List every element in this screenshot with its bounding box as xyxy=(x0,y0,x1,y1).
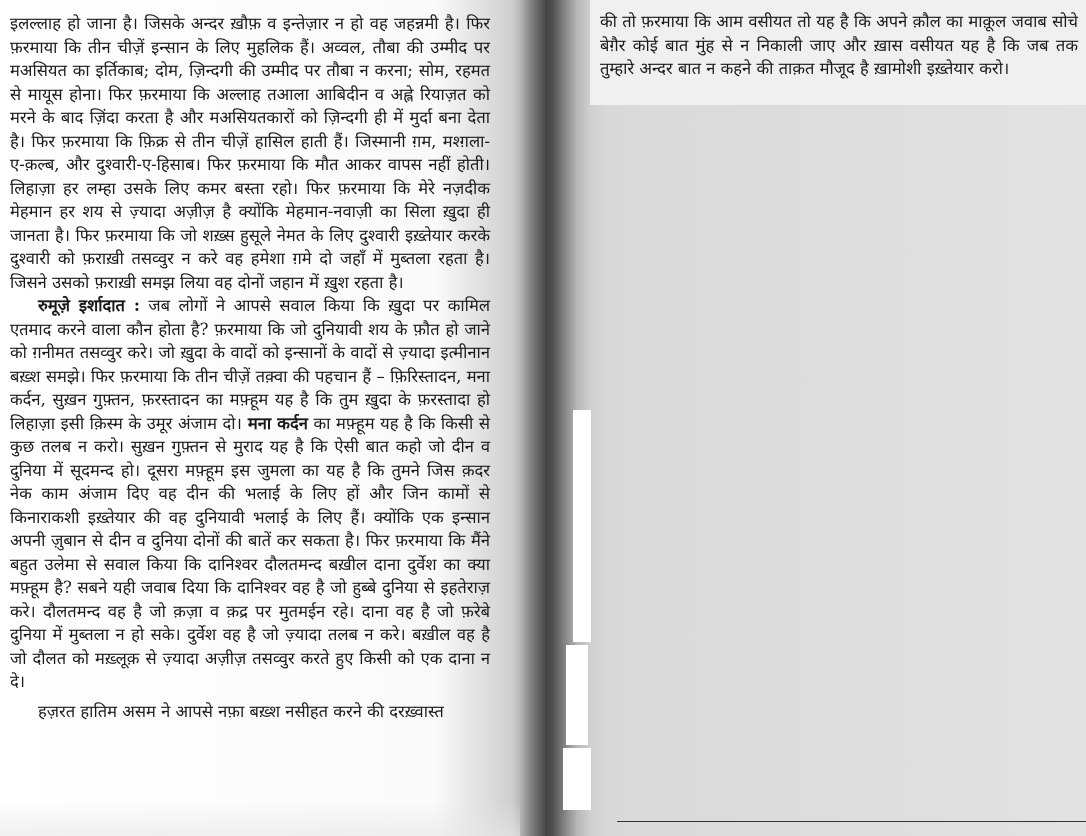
paragraph-2 xyxy=(10,294,490,694)
paper-patch xyxy=(563,748,591,810)
paragraph-1: की तो फ़रमाया कि आम वसीयत तो यह है कि अपने क़ौल का माक़ूल जवाब सोचे बेग़ैर कोई बात मुंह से न निकाली जाए और ख़ास वसीयत यह है कि जब तक तुम्हारे अन्दर बात न कहने की ताक़त मौजूद है ख़ामोशी इख़्तेयार करो। xyxy=(600,12,1078,78)
paragraph-2-text-a: जब लोगों ने आपसे सवाल किया कि ख़ुदा पर कामिल एतमाद करने वाला कौन होता है? फ़रमाया कि जो दुनियावी शय के फ़ौत हो जाने को ग़नीमत तसव्वुर करे। जो ख़ुदा के वादों को इन्सानों के वादों से ज़्यादा इत्मीनान बख़्श समझे। फिर फ़रमाया कि तीन चीज़ें तक़्वा की पहचान हैं – फ़िरिस्तादन, मना कर्दन, सुख़न गुफ़्तन, फ़रस्तादन का मफ़्हूम यह है कि तुम ख़ुदा के फ़रस्तादा हो लिहाज़ा इसी क़िस्म के उमूर अंजाम दो। xyxy=(10,296,491,433)
paper-patch xyxy=(566,645,588,745)
paragraph-2-text-b: का मफ़्हूम यह है कि किसी से कुछ तलब न करो। सुख़न गुफ़्तन से मुराद यह है कि ऐसी बात कहो जो दीन व दुनिया में सूदमन्द हो। दूसरा मफ़्हूम इस जुमला का यह है कि तुमने जिस क़दर नेक काम अंजाम दिए वह दीन की भलाई के लिए हों और जिन कामों से किनाराकशी इख़्तेयार की वह दुनियावी भलाई के लिए हैं। क्योंकि एक इन्सान अपनी ज़ुबान से दीन व दुनिया दोनों की बातें कर सकता है। फिर फ़रमाया कि मैंने बहुत उलेमा से सवाल किया कि दानिश्वर दौलतमन्द बख़ील दाना दुर्वेश का क्या मफ़्हूम है? सबने यही जवाब दिया कि दानिश्वर वह है जो हुब्बे दुनिया से इहतेराज़ करे। दौलतमन्द वह है जो क़ज़ा व क़द्र पर मुतमईन रहे। दाना वह है जो फ़रेबे दुनिया में मुब्तला न हो सके। दुर्वेश वह है जो ज़्यादा तलब न करे। बख़ील वह है जो दौलत को मख़्लूक़ से ज़्यादा अज़ीज़ तसव्वुर करते हुए किसी को एक दाना न दे। xyxy=(10,413,490,691)
section-heading: रुमूज़े इर्शादात : xyxy=(38,296,140,315)
right-page xyxy=(545,0,1086,836)
paragraph-1: इलल्लाह हो जाना है। जिसके अन्दर ख़ौफ़ व इन्तेज़ार न हो वह जहन्नमी है। फिर फ़रमाया कि तीन चीज़ें इन्सान के लिए मुहलिक हैं। अव्वल, तौबा की उम्मीद पर मअसियत का इर्तिकाब; दोम, ज़िन्दगी की उम्मीद पर तौबा न करना; सोम, रहमत से मायूस होना। फिर फ़रमाया कि अल्लाह तआला आबिदीन व अह्ले रियाज़त को मरने के बाद ज़िंदा करता है और मअसियतकारों को ज़िन्दगी ही में मुर्दा बना देता है। फिर फ़रमाया कि फ़िक्र से तीन चीज़ें हासिल हाती हैं। जिस्मानी ग़म, मश्ग़ला-ए-क़ल्ब, और दुश्वारी-ए-हिसाब। फिर फ़रमाया कि मौत आकर वापस नहीं होती। लिहाज़ा हर लम्हा उसके लिए कमर बस्ता रहो। फिर फ़रमाया कि मेरे नज़दीक मेहमान हर शय से ज़्यादा अज़ीज़ है क्योंकि मेहमान-नवाज़ी का सिला ख़ुदा ही जानता है। फिर फ़रमाया कि जो शख़्स हुसूले नेमत के लिए दुश्वारी इख़्तेयार करके दुश्वारी को फ़राख़ी तसव्वुर न करे वह हमेशा ग़मे दो जहाँ में मुब्तला रहता है। जिसने उसको फ़राख़ी समझ लिया वह दोनों जहान में ख़ुश रहता है। xyxy=(10,14,490,292)
paragraph-3: हज़रत हातिम असम ने आपसे नफ़ा बख़्श नसीहत करने की दरख़्वास्त xyxy=(38,701,444,721)
right-page-text xyxy=(600,10,1078,81)
left-page-text xyxy=(10,12,490,723)
bold-term: मना कर्दन xyxy=(241,413,308,433)
footnote-rule xyxy=(617,821,1086,822)
paper-patch xyxy=(573,410,591,642)
left-page-bottom-shade xyxy=(0,800,520,836)
